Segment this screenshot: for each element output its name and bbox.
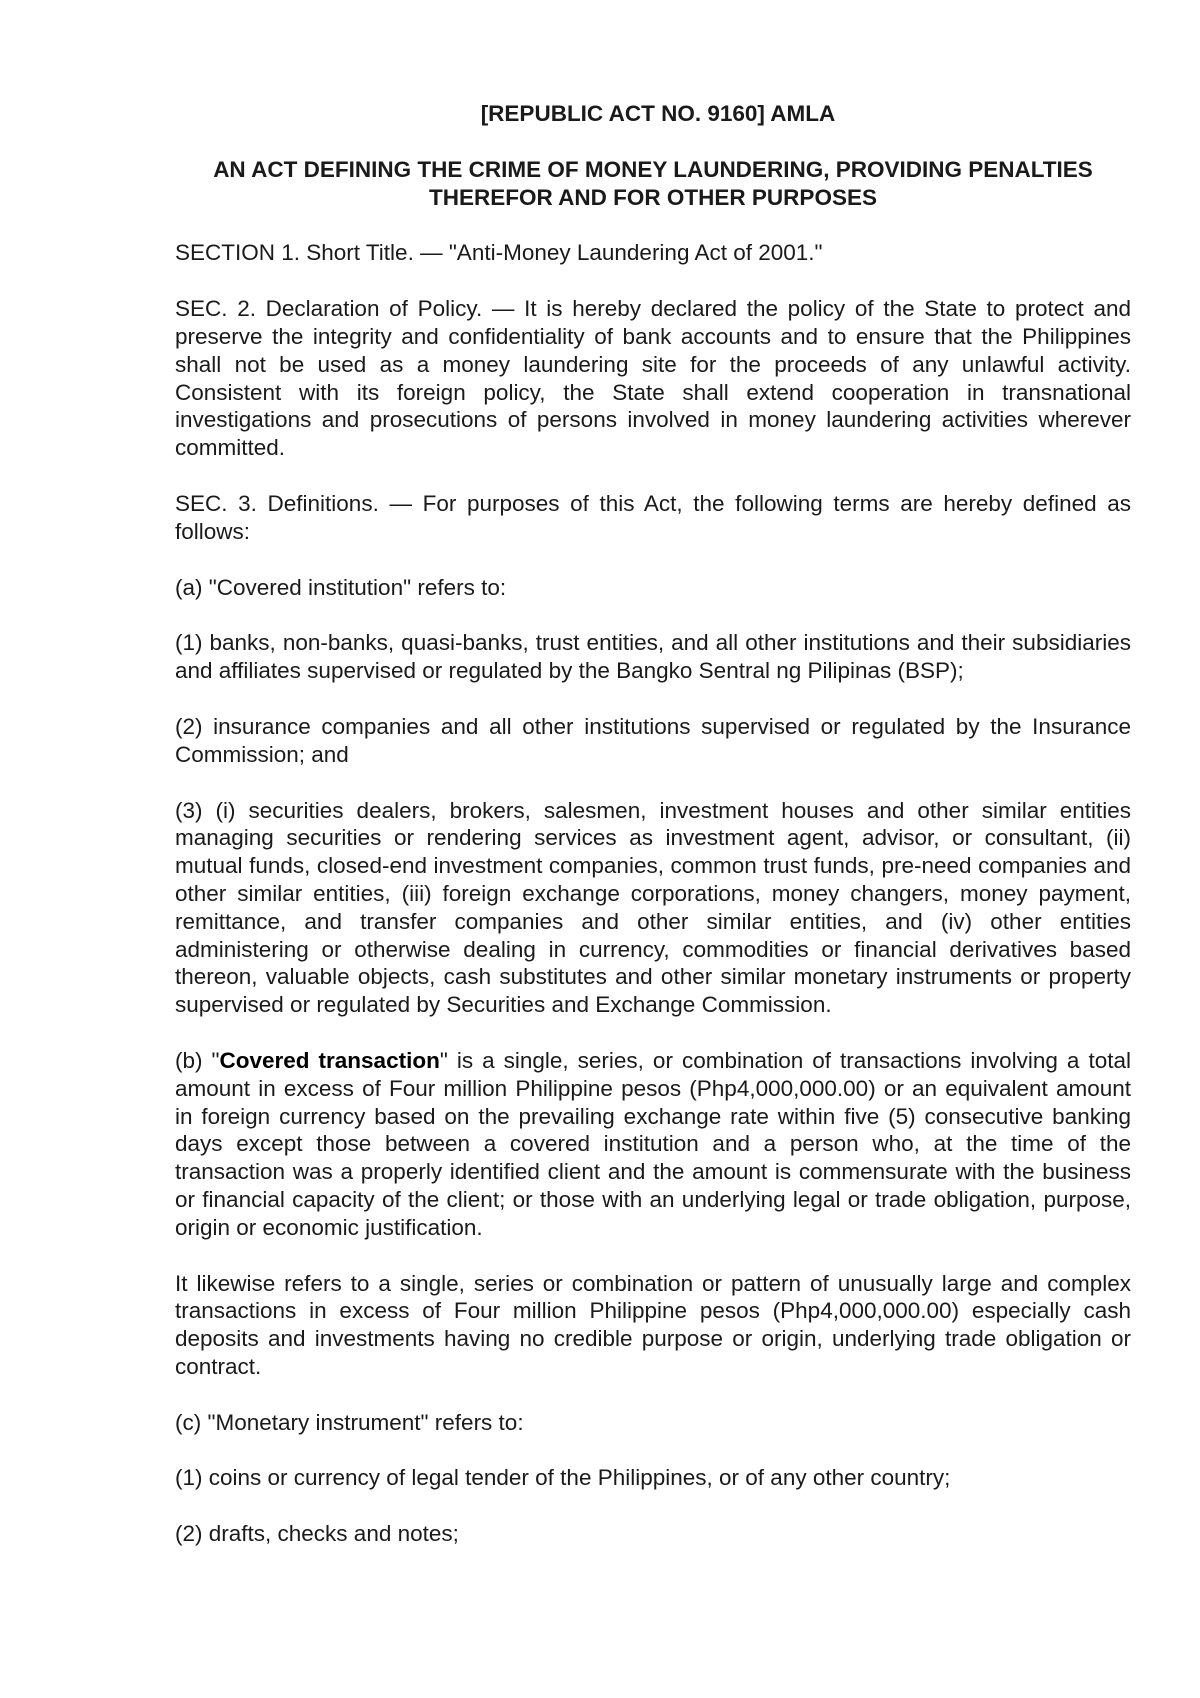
definition-c-item-2: (2) drafts, checks and notes; (175, 1521, 459, 1547)
section-1-short-title: SECTION 1. Short Title. — "Anti-Money Laundering Act of 2001." (175, 240, 823, 266)
document-page (175, 100, 1131, 1576)
definition-b-prefix: (b) " (175, 1047, 220, 1073)
definition-b-text: " is a single, series, or combination of transactions involving a total amount in excess of Four million Philippine pesos (Php4,000,000.00) or an equivalent amount in foreign currency based on the prevailing exchange rate within five (5) consecutive banking days except those between a covered institution and a person who, at the time of the transaction was a properly identified client and the amount is commensurate with the business or financial capacity of the client; or those with an underlying legal or trade obligation, purpose, origin or economic justification. (175, 1047, 1131, 1240)
definition-b-covered-transaction (175, 1047, 1131, 1242)
definition-a-item-3: (3) (i) securities dealers, brokers, salesmen, investment houses and other similar entities managing securities or rendering services as investment agent, advisor, or consultant, (ii) mutual funds, closed-end investment companies, common trust funds, pre-need companies and other similar entities, (iii) foreign exchange corporations, money changers, money payment, remittance, and transfer companies and other similar entities, and (iv) other entities administering or otherwise dealing in currency, commodities or financial derivatives based thereon, valuable objects, cash substitutes and other similar monetary instruments or property supervised or regulated by Securities and Exchange Commission. (175, 797, 1131, 1018)
definition-a-item-2: (2) insurance companies and all other institutions supervised or regulated by the Insurance Commission; and (175, 713, 1131, 767)
definition-c-monetary-instrument: (c) "Monetary instrument" refers to: (175, 1409, 524, 1435)
section-3-definitions: SEC. 3. Definitions. — For purposes of this Act, the following terms are hereby defined as follows: (175, 490, 1131, 544)
definition-a-covered-institution: (a) "Covered institution" refers to: (175, 574, 507, 600)
definition-b-continuation: It likewise refers to a single, series or combination or pattern of unusually large and complex transactions in excess of Four million Philippine pesos (Php4,000,000.00) especially cash deposits and investments having no credible purpose or origin, underlying trade obligation or contract. (175, 1270, 1131, 1379)
section-2-declaration-of-policy: SEC. 2. Declaration of Policy. — It is hereby declared the policy of the State to protect and preserve the integrity and confidentiality of bank accounts and to ensure that the Philippines shall not be used as a money laundering site for the proceeds of any unlawful activity. Consistent with its foreign policy, the State shall extend cooperation in transnational investigations and prosecutions of persons involved in money laundering activities wherever committed. (175, 296, 1131, 461)
definition-c-item-1: (1) coins or currency of legal tender of the Philippines, or of any other country; (175, 1465, 951, 1491)
act-title-heading: AN ACT DEFINING THE CRIME OF MONEY LAUNDERING, PROVIDING PENALTIES THEREFOR AND FOR OTHER PURPOSES (213, 156, 1093, 210)
definition-a-item-1: (1) banks, non-banks, quasi-banks, trust entities, and all other institutions and their subsidiaries and affiliates supervised or regulated by the Bangko Sentral ng Pilipinas (BSP); (175, 630, 1131, 684)
act-number-heading: [REPUBLIC ACT NO. 9160] AMLA (480, 101, 836, 126)
definition-b-term: Covered transaction (219, 1047, 440, 1073)
